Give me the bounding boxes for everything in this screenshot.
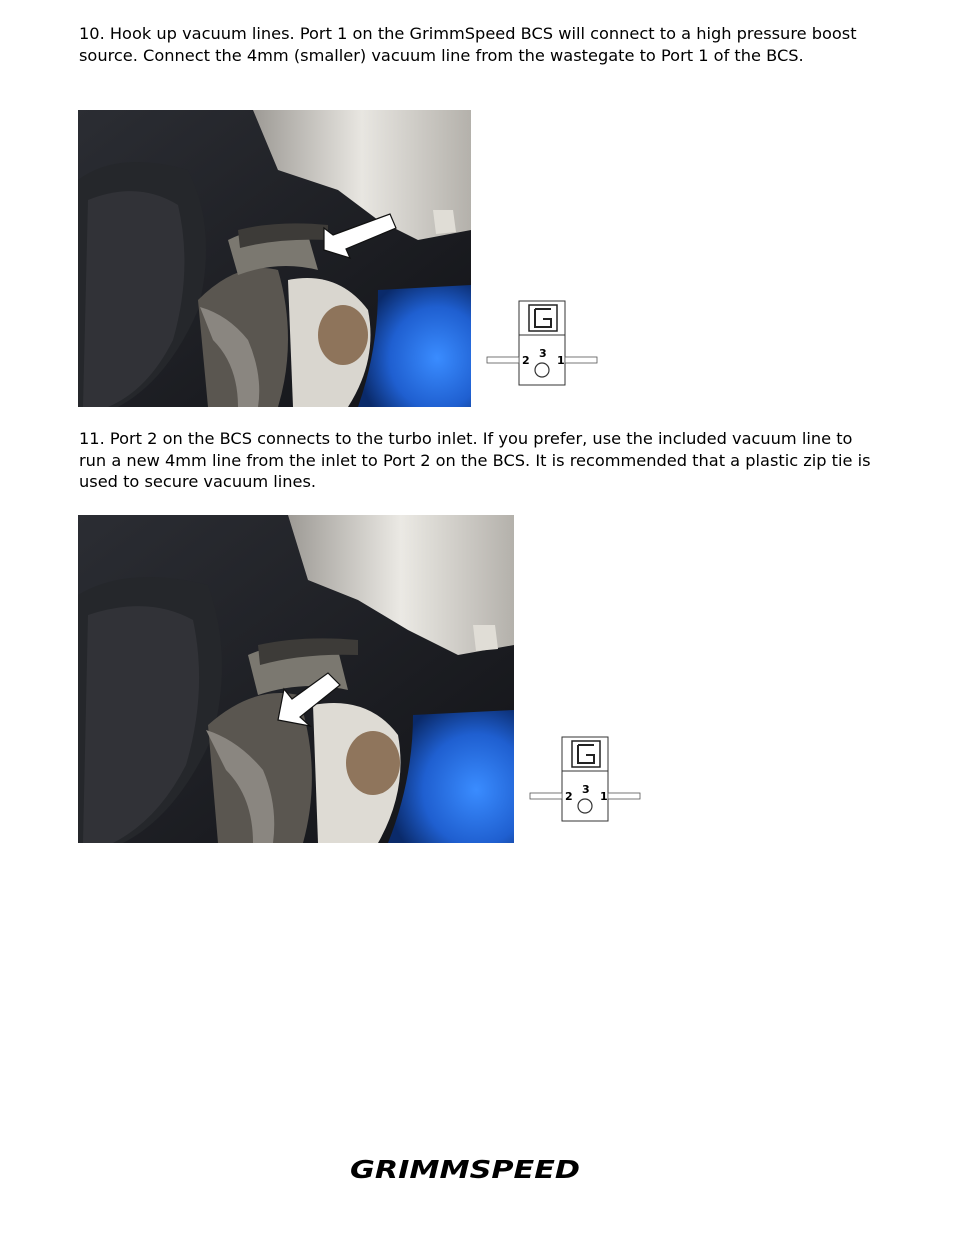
port-3-label: 3 [539,347,547,360]
port-1-nipple [565,357,597,363]
port-2-nipple [487,357,519,363]
bcs-port-diagram-step-10 [485,297,600,387]
grimmspeed-logo [348,1152,584,1182]
port-2-label: 2 [565,790,573,803]
port-1-label: 1 [557,354,565,367]
engine-bay-photo-step-11 [78,515,514,843]
port-2-nipple [530,793,562,799]
port-1-nipple [608,793,640,799]
port-1-label: 1 [600,790,608,803]
logo-text: GRIMMSPEED [350,1155,580,1182]
step-11-instructions: 11. Port 2 on the BCS connects to the turbo inlet. If you prefer, use the included vacuum line to run a new 4mm line from the inlet to Port 2 on the BCS. It is recommended that a plastic zip tie is used to secure vacuum lines. [79,429,871,491]
port-3-label: 3 [582,783,590,796]
engine-bay-photo-step-10 [78,110,471,407]
step-10-instructions: 10. Hook up vacuum lines. Port 1 on the GrimmSpeed BCS will connect to a high pressure boost source. Connect the 4mm (smaller) vacuum line from the wastegate to Port 1 of the BCS. [79,24,857,65]
bcs-port-diagram-step-11 [528,733,642,823]
port-2-label: 2 [522,354,530,367]
